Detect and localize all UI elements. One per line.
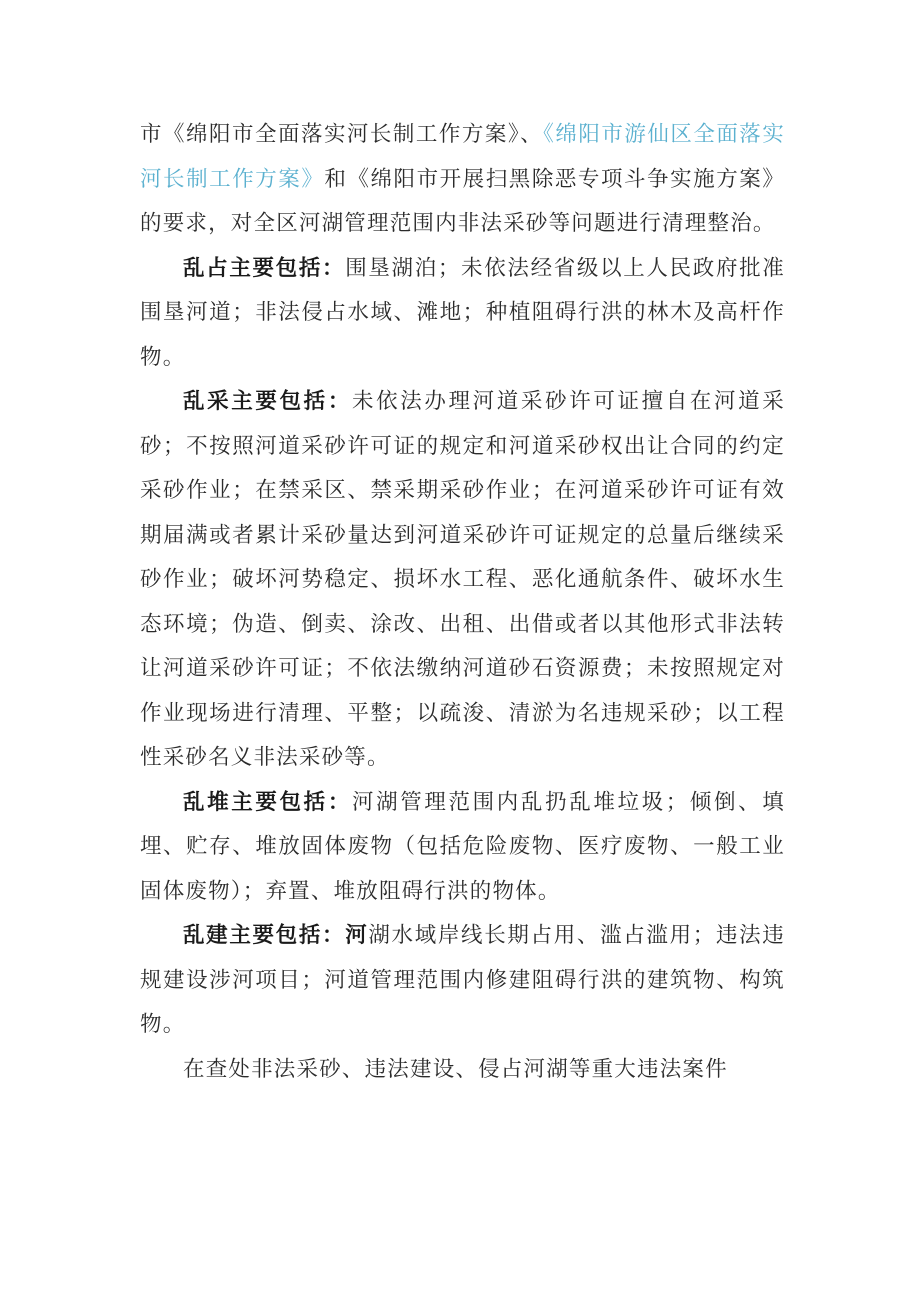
paragraph-luanzhan: [140, 247, 785, 381]
paragraph-body: 在查处非法采砂、违法建设、侵占河湖等重大违法案件: [183, 1056, 728, 1082]
paragraph-body: 河湖管理范围内乱扔乱堆垃圾；倾倒、填埋、贮存、堆放固体废物（包括危险废物、医疗废物、一般工业固体废物）；弃置、堆放阻碍行洪的物体。: [140, 789, 785, 904]
paragraph-body: 未依法办理河道采砂许可证擅自在河道采砂；不按照河道采砂许可证的规定和河道采砂权出让合同的约定采砂作业；在禁采区、禁采期采砂作业；在河道采砂许可证有效期届满或者累计采砂量达到河道采砂许可证规定的总量后继续采砂作业；破坏河势稳定、损坏水工程、恶化通航条件、破坏水生态环境；伪造、倒卖、涂改、出租、出借或者以其他形式非法转让河道采砂许可证；不依法缴纳河道砂石资源费；未按照规定对作业现场进行清理、平整；以疏浚、清淤为名违规采砂；以工程性采砂名义非法采砂等。: [140, 389, 785, 770]
paragraph-heading: 乱占主要包括：: [183, 255, 346, 281]
paragraph-luancai: [140, 380, 785, 781]
body-text: [140, 113, 785, 1092]
paragraph-intro: [140, 113, 785, 247]
paragraph-heading: 乱建主要包括：河: [183, 923, 369, 948]
paragraph-heading: 乱堆主要包括：: [183, 789, 352, 815]
paragraph-closing: [140, 1048, 785, 1093]
intro-text-2: 和《绵阳市开展扫黑除恶专项斗争实施方案》的要求，对全区河湖管理范围内非法采砂等问题进行清理整治。: [140, 166, 785, 236]
paragraph-body: 湖水域岸线长期占用、滥占滥用；违法违规建设涉河项目；河道管理范围内修建阻碍行洪的建筑物、构筑物。: [140, 923, 785, 1037]
paragraph-heading: 乱采主要包括：: [183, 389, 352, 414]
paragraph-luandui: [140, 781, 785, 915]
intro-text-1: 市《绵阳市全面落实河长制工作方案》、: [140, 122, 544, 147]
paragraph-body: 围垦湖泊；未依法经省级以上人民政府批准围垦河道；非法侵占水域、滩地；种植阻碍行洪的林木及高杆作物。: [140, 255, 785, 370]
paragraph-luanjian: [140, 914, 785, 1048]
document-link[interactable]: 《绵阳市游仙区全面落实河长制工作方案》: [140, 122, 786, 192]
